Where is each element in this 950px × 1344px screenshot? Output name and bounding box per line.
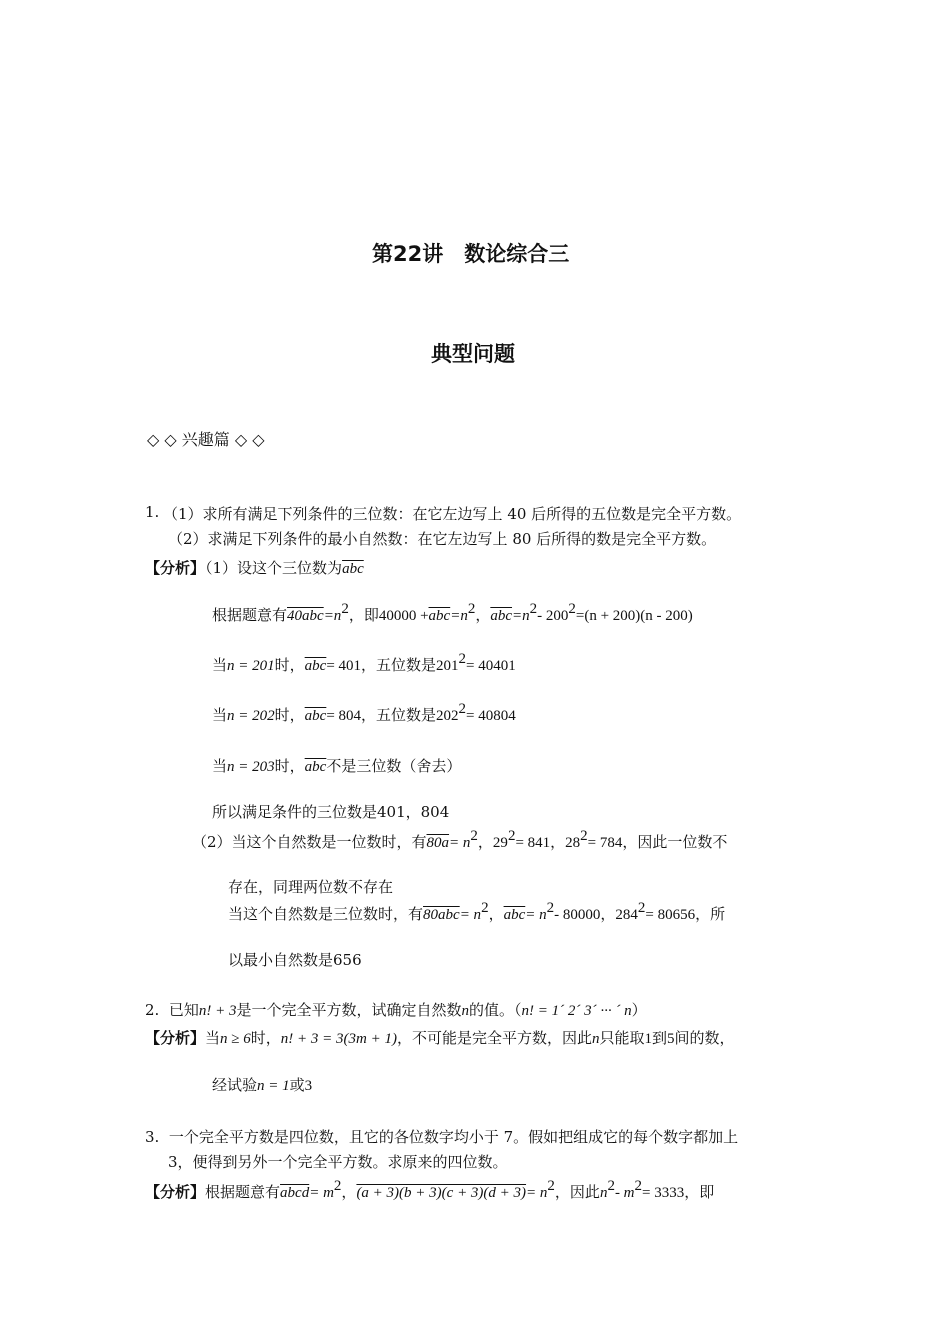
text-segment: 当这个自然数是三位数时，有	[228, 905, 424, 923]
analysis-1-line-8	[228, 900, 726, 924]
text-segment: 只能取	[599, 1029, 645, 1047]
superscript: 2	[546, 900, 555, 916]
analysis-1-line-2	[212, 651, 516, 675]
analysis-1-line-4	[212, 755, 461, 776]
problem-2-number: 2.	[145, 1001, 160, 1019]
text-segment: 时，	[274, 757, 305, 775]
problem-2-question	[145, 999, 647, 1020]
math-segment: = m	[309, 1185, 334, 1201]
problem-1-line-2: （2）求满足下列条件的最小自然数：在它左边写上 80 后所得的数是完全平方数。	[168, 530, 717, 548]
text-segment: ，	[488, 905, 504, 923]
lecture-title: 第22讲 数论综合三	[372, 242, 570, 266]
text-segment: 当	[212, 757, 228, 775]
text-segment: 当	[212, 656, 228, 674]
math-segment: 5	[667, 1031, 675, 1047]
superscript: 2	[341, 601, 349, 617]
math-segment: =n	[512, 608, 530, 624]
expr-abc: $\overline{abc}$	[304, 708, 327, 724]
analysis-label: 【分析】	[145, 1183, 206, 1201]
math-segment: =(n + 200)(n - 200)	[575, 608, 693, 624]
text-segment: ，因此	[554, 1183, 600, 1201]
math-segment: n = 202	[227, 708, 275, 724]
analysis-label: 【分析】	[145, 559, 206, 577]
text-segment: 的值。（	[469, 1001, 522, 1019]
text-segment: ，	[341, 1183, 357, 1201]
math-segment: = n	[525, 907, 547, 923]
problem-3-line-2: 3，便得到另外一个完全平方数。求原来的四位数。	[168, 1153, 508, 1171]
analysis-1-line-5: 所以满足条件的三位数是401，804	[212, 803, 450, 821]
math-segment: n! = 1´ 2´ 3´ ··· ´ n	[521, 1003, 632, 1019]
analysis-label: 【分析】	[145, 1029, 206, 1047]
text-segment: 或	[289, 1076, 305, 1094]
expr-80a: 80a	[426, 835, 450, 851]
text-segment: ，不可能是完全平方数，因此	[396, 1029, 592, 1047]
math-segment: n	[599, 1185, 608, 1201]
text-segment: 不是三位数（舍去）	[326, 757, 462, 775]
math-segment: n = 1	[257, 1078, 290, 1094]
math-segment: 3	[304, 1078, 313, 1094]
abc-overline: $\overline{abc}$	[342, 561, 364, 577]
math-segment: 201	[436, 658, 459, 674]
superscript: 2	[467, 601, 476, 617]
superscript: 2	[607, 1178, 615, 1194]
expr-abcd: abcd	[280, 1185, 310, 1201]
math-segment: = 3333	[642, 1185, 685, 1201]
math-segment: ，29	[477, 835, 508, 851]
math-segment: 202	[436, 708, 459, 724]
superscript: 2	[547, 1178, 555, 1194]
text-segment: ）	[631, 1001, 647, 1019]
math-segment: 1	[644, 1031, 652, 1047]
math-segment: - 200	[537, 608, 569, 624]
analysis-1-header	[145, 557, 364, 578]
superscript: 2	[458, 701, 467, 717]
text-segment: 当	[205, 1029, 221, 1047]
math-segment: n ≥ 6	[220, 1031, 251, 1047]
problem-1-line-1: （1）求所有满足下列条件的三位数：在它左边写上 40 后所得的五位数是完全平方数。	[163, 505, 742, 523]
expr-80abc: 80abc	[423, 907, 460, 923]
analysis-1-line-3	[212, 701, 516, 725]
text-segment: 到	[652, 1029, 668, 1047]
text-segment: 时，	[250, 1029, 281, 1047]
section-title: 典型问题	[431, 342, 515, 366]
math-segment: =n	[323, 608, 342, 624]
superscript: 2	[507, 828, 516, 844]
text-segment: 时，	[274, 656, 305, 674]
text-segment: ，	[475, 606, 491, 624]
analysis-3-line-1	[145, 1178, 715, 1202]
math-segment: = n	[526, 1185, 548, 1201]
superscript: 2	[580, 828, 588, 844]
text-segment: 已知	[168, 1001, 199, 1019]
math-segment: - 80000，284	[554, 907, 638, 923]
text-segment: 时，	[274, 706, 305, 724]
problem-1-number: 1.	[145, 503, 160, 521]
text-segment: 当	[212, 706, 228, 724]
math-segment: = n	[449, 835, 471, 851]
math-segment: = 784，因此一位数不	[587, 835, 728, 851]
math-segment: = 40804	[466, 708, 516, 724]
expr-abc: $\overline{abc}$	[490, 608, 513, 624]
text-segment: （2）当这个自然数是一位数时，有	[192, 833, 427, 851]
text-segment: 经试验	[212, 1076, 258, 1094]
problem-3-line-1	[145, 1126, 738, 1147]
text-segment: ，即	[684, 1183, 715, 1201]
math-segment: = 841，28	[515, 835, 581, 851]
expr-abc: $\overline{abc}$	[428, 608, 451, 624]
text-segment: 根据题意有	[205, 1183, 281, 1201]
analysis-2-line-1	[145, 1027, 735, 1048]
expr-product: (a + 3)(b + 3)(c + 3)(d + 3)	[356, 1185, 527, 1201]
analysis-1-intro: （1）设这个三位数为	[205, 559, 343, 577]
math-segment: n = 201	[227, 658, 275, 674]
analysis-1-line-9: 以最小自然数是656	[228, 951, 362, 969]
math-segment: =n	[450, 608, 468, 624]
superscript: 2	[568, 601, 576, 617]
math-segment: ，即40000 +	[348, 608, 429, 624]
expr-abc: $\overline{abc}$	[304, 759, 327, 775]
expr-40abc: 40abc	[287, 608, 324, 624]
category-heading: ◇ ◇ 兴趣篇 ◇ ◇	[147, 430, 265, 449]
superscript: 2	[634, 1178, 643, 1194]
math-segment: = n	[459, 907, 482, 923]
analysis-1-line-1	[212, 601, 693, 625]
text-segment: 间的数，	[674, 1029, 735, 1047]
math-segment: = 804，五位数是	[326, 708, 437, 724]
superscript: 2	[481, 900, 489, 916]
superscript: 2	[637, 900, 646, 916]
analysis-2-line-2	[212, 1074, 312, 1095]
math-segment: = 40401	[466, 658, 516, 674]
superscript: 2	[470, 828, 478, 844]
analysis-1-line-6	[192, 828, 728, 852]
math-segment: n! + 3	[198, 1003, 237, 1019]
math-segment: - m	[614, 1185, 635, 1201]
text-segment: 一个完全平方数是四位数，且它的各位数字均小于 7。假如把组成它的每个数字都加上	[168, 1128, 739, 1146]
math-segment: = 401，五位数是	[326, 658, 437, 674]
text-segment: 是一个完全平方数，试确定自然数	[236, 1001, 462, 1019]
math-segment: n	[461, 1003, 470, 1019]
superscript: 2	[333, 1178, 342, 1194]
expr-abc: $\overline{abc}$	[304, 658, 327, 674]
expr-abc: $\overline{abc}$	[503, 907, 526, 923]
superscript: 2	[529, 601, 538, 617]
math-segment: = 80656，所	[645, 907, 726, 923]
superscript: 2	[458, 651, 467, 667]
analysis-1-line-7: 存在，同理两位数不存在	[228, 878, 394, 896]
text-segment: 根据题意有	[212, 606, 288, 624]
math-segment: n! + 3 = 3(3m + 1)	[280, 1031, 397, 1047]
math-segment: n = 203	[227, 759, 275, 775]
math-segment: n	[591, 1031, 600, 1047]
problem-3-number: 3.	[145, 1128, 160, 1146]
